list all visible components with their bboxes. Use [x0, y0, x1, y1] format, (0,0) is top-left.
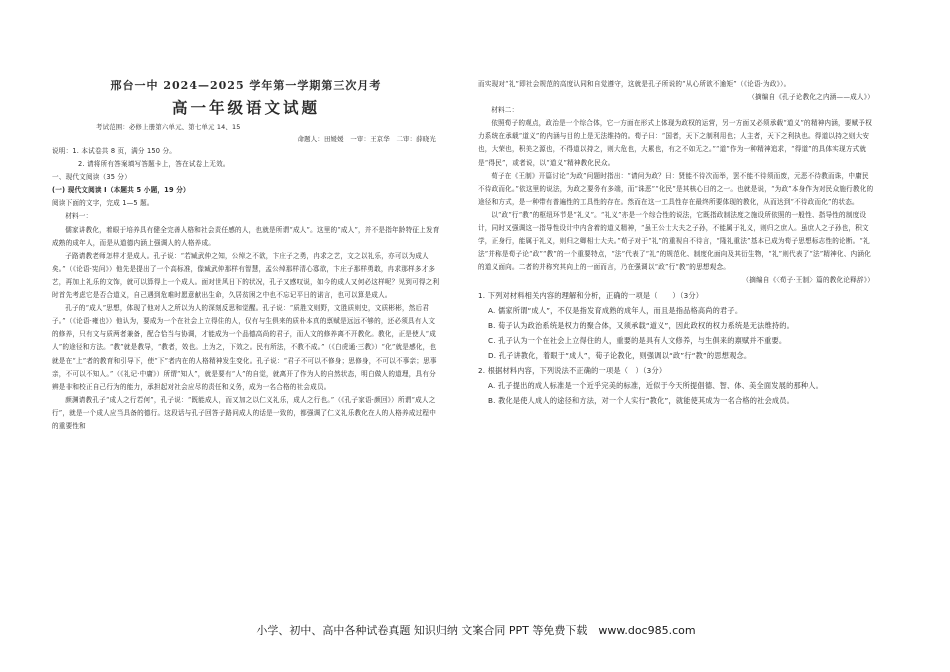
paragraph: 以“政”行“教”的枢纽环节是“礼义”。“礼义”亦是一个综合性的说法，它既指政制法度之施设所依照的一般性、指导性的制度设计，同时又强调这一指导性设计中内含着的道义精神，“虽王公士大夫之子孙，不能属于礼义，则归之庶人。虽庶人之子孙也，积文学，正身行，能属于礼义，则归之卿相士大夫。”荀子对于“礼”的重视自不待言，“隆礼重法”基本已成为荀子思想标志性的论断。“礼法”并称是荀子论“政”“教”的一个重要特点，“法”代表了“礼”的规范化、制度化面向及其衍生物，“礼”则代表了“法”精神化、内涵化的道义面向。二者的并称究其向上的一面而言，乃在强调以“政”行“教”的思想观念。 [478, 210, 871, 272]
note-1: 说明：1. 本试卷共 8 页，满分 150 分。 [52, 147, 177, 155]
subject-title: 高一年级语文试题 [171, 98, 320, 117]
option-d: D. 孔子讲教化，着眼于“成人”，荀子论教化，则强调以“政”行“教”的思想观念。 [488, 350, 752, 360]
source-citation: （摘编自《孔子论教化之内涵——成人》） [748, 93, 874, 102]
paragraph: 儒家讲教化，着眼于培养具有健全完善人格和社会责任感的人，也就是所谓“成人”。这里的“成人”，并不是指年龄特征上发育成熟的成年人，而是从道德内涵上强调人的人格养成。 [52, 225, 440, 247]
option-b: B. 教化是使人成人的途径和方法，对一个人实行“教化”，就能使其成为一名合格的社会成员。 [488, 395, 795, 405]
paragraph: 依照荀子的观点，政治是一个综合体，它一方面在形式上体现为政权的运营，另一方面又必须承载“道义”的精神内涵，要赋予权力系统在承载“道义”的内涵与目的上是无法维持的。荀子曰：“国者，天下之制利用也；人主者，天下之利执也。得道以持之则大安也，大荣也，积美之源也，不得道以持之，则大危也，大累也，有之不如无之。”“道”作为一种精神追求，“得道”的具体实现方式就是“得民”，或者说，以“道义”精神教化民众。 [478, 119, 872, 167]
material-label: 材料二： [491, 106, 519, 115]
paragraph: 子路请教老师怎样才是成人。孔子说：“若臧武仲之知，公绰之不欲，卞庄子之勇，冉求之艺，文之以礼乐，亦可以为成人矣。”（《论语·宪问》）他先是提出了一个高标准，像臧武仲那样有智慧，孟公绰那样清心寡欲，卞庄子那样勇敢，冉求那样多才多艺，再加上礼乐的文饰，就可以算得上一个成人。面对世风日下的状况，孔子又感叹说，如今的成人又何必这样呢？见到可得之利时首先考虑它是否合道义，自己遇到危难时愿意献出生命，久居贫困之中也不忘记平日的诺言，也可以算是成人。 [52, 251, 440, 300]
paragraph-continuation: 而实现对“礼”即社会规范的高度认同和自觉遵守，这就是孔子所说的“从心所欲不逾矩”（《论语·为政》）。 [478, 80, 791, 88]
note-2: 2. 请将所有答案填写答题卡上，答在试卷上无效。 [78, 160, 230, 169]
option-a: A. 孔子提出的成人标准是一个近乎完美的标准，近似于今天所提倡德、智、体、美全面发展的那种人。 [488, 380, 824, 390]
school-title: 邢台一中 2024—2025 学年第一学期第三次月考 [110, 79, 382, 92]
option-c: C. 孔子认为一个在社会上立得住的人，重要的是具有人文修养，与生俱来的禀赋并不重要。 [488, 335, 787, 345]
footer-watermark: 小学、初中、高中各种试卷真题 知识归纳 文案合同 PPT 等免费下载 www.doc985.com [256, 624, 696, 637]
source-citation: （摘编自《〈荀子·王制〉篇的教化论释辞》） [742, 276, 874, 285]
section-heading: 一、现代文阅读（35 分） [52, 173, 132, 182]
exam-scope: 考试范围：必修上册第六单元、第七单元 14、15 [96, 123, 241, 131]
left-column [52, 78, 440, 433]
question-2: 2. 根据材料内容，下列说法不正确的一项是（ ）（3分） [478, 365, 667, 375]
paragraph: 荀子在《王制》开篇讨论“为政”问题时指出：“请问为政？曰：贤能不待次而举，罢不能不待须而废，元恶不待教而诛，中庸民不待政而化。”依这里的说法，为政之要务有多端，而“诛恶”“化民”是其核心目的之一。也就是说，“为政”本身作为对民众施行教化的途径和方式，是一种带有普遍性的工具性的存在。然而在这一工具性存在最终所要体现的教化，从而达到“不待政而化”的状态。 [478, 171, 874, 206]
paragraph: 孔子的“成人”思想，体现了他对人之所以为人的深刻反思和觉醒。孔子说：“质胜文则野，文胜质则史，文质彬彬，然后君子。”（《论语·雍也》）他认为，要成为一个在社会上立得住的人，仅有与生俱来的质朴本真的禀赋是远远不够的，还必须具有人文的修养，只有文与质两者兼备，配合恰当与协调，才能成为一个品德高尚的君子，而人文的修养离不开教化。教化，正是使人“成人”的途径和方法。“教”就是教导，“教者，效也。上为之，下效之。民有所法，不教不成。”（《白虎通·三教》）“化”就是感化，也就是在“上”者的教育和引导下，使“下”者内在的人格精神发生变化。孔子说：“君子不可以不修身；思修身，不可以不事亲；思事亲，不可以不知人。”（《礼记·中庸》）所谓“知人”，就是要有“人”的自觉，就离开了作为人的自然状态，明白做人的道理，具有分辨是非和校正自己行为的能力，承担起对社会应尽的责任和义务，成为一名合格的社会成员。 [52, 304, 437, 391]
subsection-heading: (一) 现代文阅读 I（本题共 5 小题，19 分） [52, 186, 190, 195]
option-a: A. 儒家所谓“成人”，不仅是指发育成熟的成年人，而且是指品格高尚的君子。 [488, 305, 743, 315]
question-1: 1. 下列对材料相关内容的理解和分析，正确的一项是（ ）（3分） [478, 290, 704, 300]
reading-instruction: 阅读下面的文字，完成 1—5 题。 [52, 199, 154, 208]
option-b: B. 荀子认为政治系统是权力的聚合体，又须承载“道义”，因此政权的权力系统是无法维持的。 [488, 320, 795, 330]
paragraph: 颜渊请教孔子“成人之行若何”，孔子说：“既能成人，而又加之以仁义礼乐，成人之行也。”（《孔子家语·颜回》）所谓“成人之行”，就是一个成人应当具备的德行。这段话与孔子回答子路问成人的话是一致的，都强调了仁义礼乐教化在人的人格养成过程中的重要性和 [52, 395, 437, 430]
exam-authors: 命题人：田媛媛 一审：王京华 二审：薛晓光 [297, 135, 436, 143]
right-column [478, 78, 874, 408]
material-label: 材料一： [65, 212, 93, 221]
